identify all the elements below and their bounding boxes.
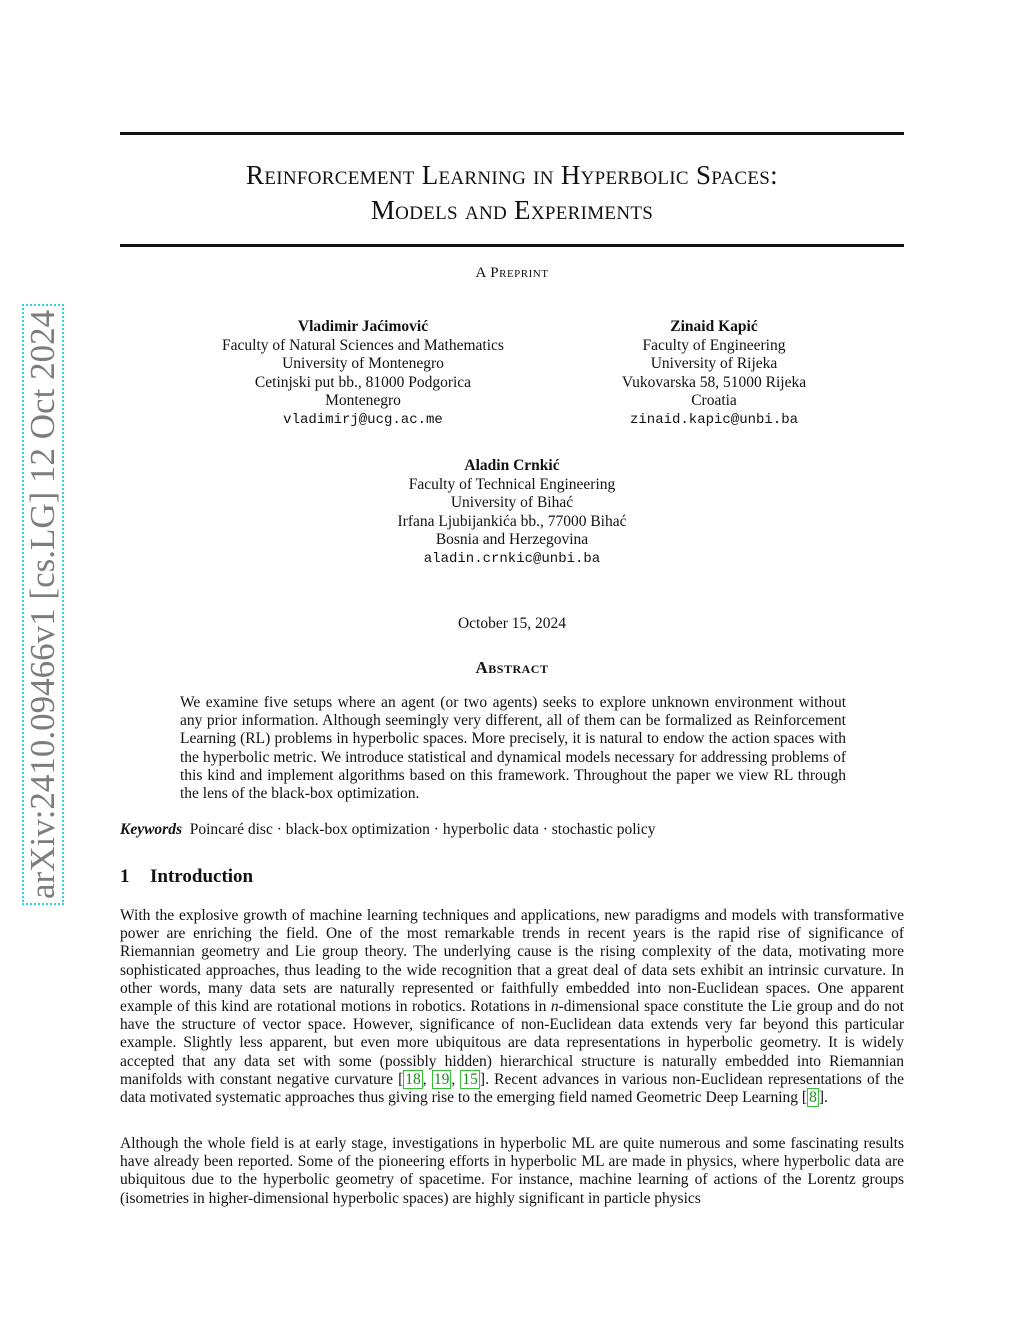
author-affiliation-line: Croatia xyxy=(691,392,737,409)
citation-link[interactable]: 8 xyxy=(809,1089,817,1107)
author-email[interactable]: vladimirj@ucg.ac.me xyxy=(283,411,443,428)
author-affiliation-line: Faculty of Technical Engineering xyxy=(408,475,616,493)
preprint-label: A Preprint xyxy=(475,265,549,281)
title-line-2: Models and Experiments xyxy=(370,195,654,225)
paragraph-text: With the explosive growth of machine learning techniques and applications, new paradigms and models with transformative power are enriching the field. One of the most remarkable trends in recent years is the rapid rise of significance of Riemannian geometry and Lie group theory. The underlying cause is the rising complexity of the data, motivating more sophisticated approaches, thus leading to the wide recognition that a great deal of data sets exhibit an intrinsic curvature. In other words, many data sets are naturally represented or faithfully embedded into non-Euclidean spaces. One apparent example of this kind are rotational motions in robotics. Rotations in xyxy=(120,907,904,1016)
keywords-label: Keywords xyxy=(120,821,182,838)
author-affiliation-line: Montenegro xyxy=(325,392,401,409)
author-email[interactable]: zinaid.kapic@unbi.ba xyxy=(629,411,799,428)
author-name: Vladimir Jaćimović xyxy=(297,318,429,335)
intro-paragraph-1 xyxy=(120,907,904,1107)
author-affiliation-line: University of Bihać xyxy=(450,494,574,511)
author-email[interactable]: aladin.crnkic@unbi.ba xyxy=(423,550,601,567)
citation-separator: , xyxy=(422,1070,432,1088)
arxiv-identifier[interactable]: arXiv:2410.09466v1 [cs.LG] 12 Oct 2024 xyxy=(22,304,64,905)
keywords-line xyxy=(120,821,904,839)
author-affiliation-line: Cetinjski put bb., 81000 Podgorica xyxy=(254,373,472,391)
paragraph-text: ]. Recent advances in various non-Euclidean representations of the data motivated systematic approaches thus giving rise to the emerging field named Geometric Deep Learning [ xyxy=(120,1070,904,1107)
author-affiliation-line: Faculty of Engineering xyxy=(642,336,786,354)
section-number: 1 xyxy=(120,866,130,887)
keywords-text: Poincaré disc · black-box optimization · hyperbolic data · stochastic policy xyxy=(189,821,656,838)
title-line-1: Reinforcement Learning in Hyperbolic Spaces: xyxy=(246,160,778,190)
author-affiliation-line: Irfana Ljubijankića bb., 77000 Bihać xyxy=(397,512,627,530)
title-top-rule xyxy=(120,132,904,135)
paragraph-text: ]. xyxy=(818,1089,828,1107)
citation-link[interactable]: 15 xyxy=(462,1070,478,1088)
author-affiliation-line: University of Montenegro xyxy=(282,355,444,372)
citation-link[interactable]: 18 xyxy=(405,1070,421,1088)
abstract-text: We examine five setups where an agent (or two agents) seeks to explore unknown environment without any prior information. Although seemingly very different, all of them can be formalized as Reinforcement Learning (RL) problems in hyperbolic spaces. More precisely, it is natural to endow the action spaces with the hyperbolic metric. We introduce statistical and dynamical models necessary for addressing problems of this kind and implement algorithms based on this framework. Throughout the paper we view RL through the lens of the black-box optimization. xyxy=(180,694,846,803)
intro-paragraph-2: Although the whole field is at early stage, investigations in hyperbolic ML are quite numerous and some fascinating results have already been reported. Some of the pioneering efforts in hyperbolic ML are made in physics, where hyperbolic data are ubiquitous due to the hyperbolic geometry of spacetime. For instance, machine learning of actions of the Lorentz groups (isometries in higher-dimensional hyperbolic spaces) are highly significant in particle physics xyxy=(120,1135,904,1207)
author-block-2 xyxy=(594,318,834,429)
author-block-1 xyxy=(200,318,526,429)
author-affiliation-line: Bosnia and Herzegovina xyxy=(435,531,589,548)
author-name: Aladin Crnkić xyxy=(464,457,560,474)
author-block-3 xyxy=(362,457,662,568)
paragraph-text: -dimensional space constitute the Lie group and do not have the structure of vector space. However, significance of non-Euclidean data extends very far beyond this particular example. Slightly less apparent, but even more ubiquitous are data representations in hyperbolic geometry. It is widely accepted that any data set with some (possibly hidden) hierarchical structure is naturally embedded into Riemannian manifolds with constant negative curvature [ xyxy=(120,998,904,1088)
section-title: Introduction xyxy=(150,866,254,887)
author-affiliation-line: Faculty of Natural Sciences and Mathematics xyxy=(222,336,504,354)
author-affiliation-line: Vukovarska 58, 51000 Rijeka xyxy=(621,373,807,391)
author-affiliation-line: University of Rijeka xyxy=(650,355,778,372)
math-variable: n xyxy=(550,998,559,1016)
paper-title xyxy=(120,158,904,228)
section-heading xyxy=(120,866,253,888)
publication-date: October 15, 2024 xyxy=(457,615,567,632)
abstract-heading: Abstract xyxy=(475,658,549,677)
citation-separator: , xyxy=(451,1070,461,1088)
title-bottom-rule xyxy=(120,244,904,247)
citation-link[interactable]: 19 xyxy=(433,1070,450,1088)
author-name: Zinaid Kapić xyxy=(670,318,758,335)
